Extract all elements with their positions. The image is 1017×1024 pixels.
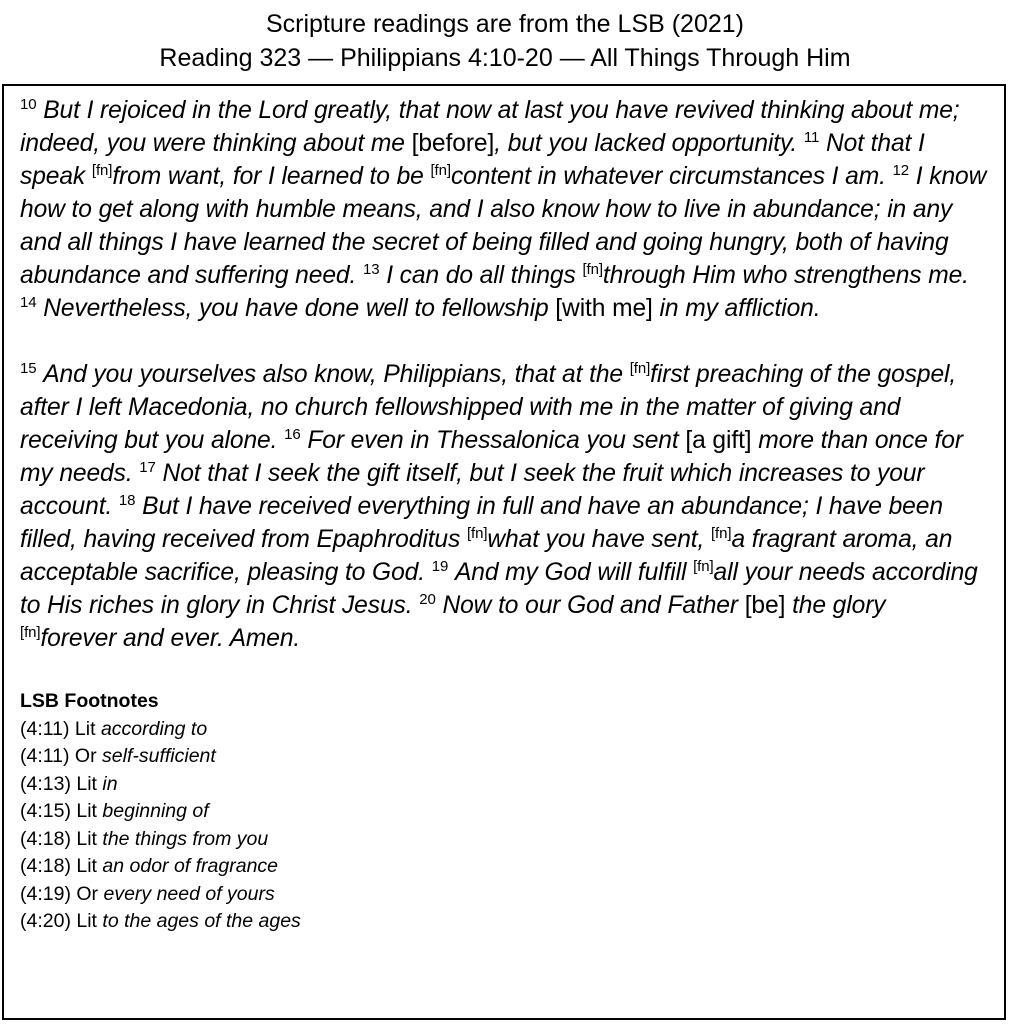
footnotes-list	[20, 716, 988, 936]
verse-text: content in whatever circumstances I am.	[450, 163, 893, 190]
footnote-kind: Lit	[76, 855, 97, 877]
verse-number: 15	[20, 359, 37, 377]
footnote-kind: Lit	[74, 717, 96, 740]
footnote-kind: Or	[74, 745, 97, 767]
footnote-ref: (4:18)	[20, 855, 71, 877]
verse-text: , but you lacked opportunity.	[494, 130, 804, 157]
supplied-words: [be]	[737, 592, 793, 619]
footnote-item	[20, 853, 988, 881]
verse-text: in my affliction.	[659, 295, 821, 322]
footnotes-title: LSB Footnotes	[20, 690, 159, 712]
passage-paragraph	[20, 94, 988, 325]
verse-text: And you yourselves also know, Philippians, that at the	[43, 361, 630, 388]
footnote-ref: (4:15)	[20, 800, 71, 822]
footnote-text: every need of yours	[103, 882, 275, 905]
footnotes-section	[20, 688, 988, 936]
source-note: Scripture readings are from the LSB (2021)	[265, 10, 744, 38]
verse-number: 16	[284, 425, 301, 443]
footnote-item	[20, 743, 988, 771]
verse-text: Not that I seek the gift itself, but I seek the fruit which increases to your account.	[20, 460, 925, 520]
footnote-text: to the ages of the ages	[102, 910, 301, 932]
footnote-marker: [fn]	[693, 557, 714, 575]
reading-title: Reading 323 — Philippians 4:10-20 — All Things Through Him	[159, 44, 851, 72]
verse-text: the glory	[792, 592, 886, 619]
footnote-item	[20, 881, 988, 909]
supplied-words: [before]	[404, 130, 495, 157]
verse-text: Now to our God and Father	[442, 592, 738, 619]
verse-text: more than once for my needs.	[20, 427, 963, 487]
footnote-item	[20, 771, 988, 799]
verse-text: But I have received everything in full and have an abundance; I have been filled, having received from Epaphroditus	[20, 493, 943, 553]
footnote-item	[20, 908, 988, 936]
footnote-marker: [fn]	[430, 161, 451, 179]
verse-number: 19	[431, 557, 449, 575]
supplied-words: [with me]	[548, 295, 660, 322]
footnote-kind: Lit	[76, 772, 97, 795]
verse-text: forever and ever. Amen.	[40, 625, 301, 652]
footnote-ref: (4:11)	[20, 745, 70, 767]
footnote-text: in	[102, 772, 118, 795]
footnote-item	[20, 798, 988, 826]
verse-text: what you have sent,	[487, 526, 711, 553]
footnote-marker: [fn]	[91, 161, 113, 179]
verse-text: Nevertheless, you have done well to fellowship	[43, 295, 549, 322]
footnote-text: according to	[100, 717, 208, 740]
verse-text: But I rejoiced in the Lord greatly, that now at last you have revived thinking about me; indeed, you were thinking about me	[20, 97, 960, 157]
verse-number: 17	[139, 458, 156, 476]
verse-number: 20	[419, 590, 436, 608]
footnote-ref: (4:18)	[20, 827, 71, 850]
verse-text: a fragrant aroma, an acceptable sacrifice, pleasing to God.	[20, 526, 953, 586]
footnote-ref: (4:11)	[20, 717, 70, 740]
footnote-ref: (4:20)	[20, 910, 71, 932]
footnote-kind: Or	[76, 882, 99, 905]
footnote-marker: [fn]	[466, 524, 488, 542]
verse-text: Not that I speak	[20, 130, 925, 190]
footnote-marker: [fn]	[710, 524, 732, 542]
footnote-marker: [fn]	[582, 260, 603, 278]
footnote-text: the things from you	[102, 827, 269, 850]
footnote-marker: [fn]	[20, 623, 41, 641]
verse-number: 13	[362, 260, 380, 278]
footnote-kind: Lit	[76, 827, 97, 850]
footnote-kind: Lit	[76, 800, 97, 822]
verse-text: And my God will fulfill	[454, 559, 694, 586]
passage-box	[2, 84, 1006, 1020]
verse-text: all your needs according to His riches in glory in Christ Jesus.	[20, 559, 978, 619]
footnote-text: self-sufficient	[102, 745, 216, 767]
footnote-item	[20, 716, 988, 744]
reading-header	[0, 7, 1010, 75]
footnote-ref: (4:13)	[20, 772, 71, 795]
footnote-text: beginning of	[102, 800, 209, 822]
verse-number: 11	[803, 128, 820, 146]
footnote-ref: (4:19)	[20, 882, 71, 905]
footnote-text: an odor of fragrance	[102, 855, 279, 877]
verse-text: I know how to get along with humble means, and I also know how to live in abundance; in any and all things I have learned the secret of being filled and going hungry, both of having abundance and suffering need.	[20, 163, 987, 289]
verse-text: I can do all things	[386, 262, 583, 289]
verse-number: 12	[892, 161, 910, 179]
footnote-marker: [fn]	[629, 359, 651, 377]
passage-text	[20, 94, 988, 655]
footnote-item	[20, 826, 988, 854]
supplied-words: [a gift]	[678, 427, 759, 454]
passage-paragraph	[20, 358, 988, 655]
verse-text: from want, for I learned to be	[112, 163, 431, 190]
verse-number: 18	[118, 491, 136, 509]
verse-text: through Him who strengthens me.	[602, 262, 969, 289]
verse-text: For even in Thessalonica you sent	[307, 427, 679, 454]
footnote-kind: Lit	[76, 910, 97, 932]
verse-number: 10	[20, 95, 37, 113]
verse-text: first preaching of the gospel, after I left Macedonia, no church fellowshipped with me in the matter of giving and receiving but you alone.	[20, 361, 957, 454]
verse-number: 14	[20, 293, 37, 311]
